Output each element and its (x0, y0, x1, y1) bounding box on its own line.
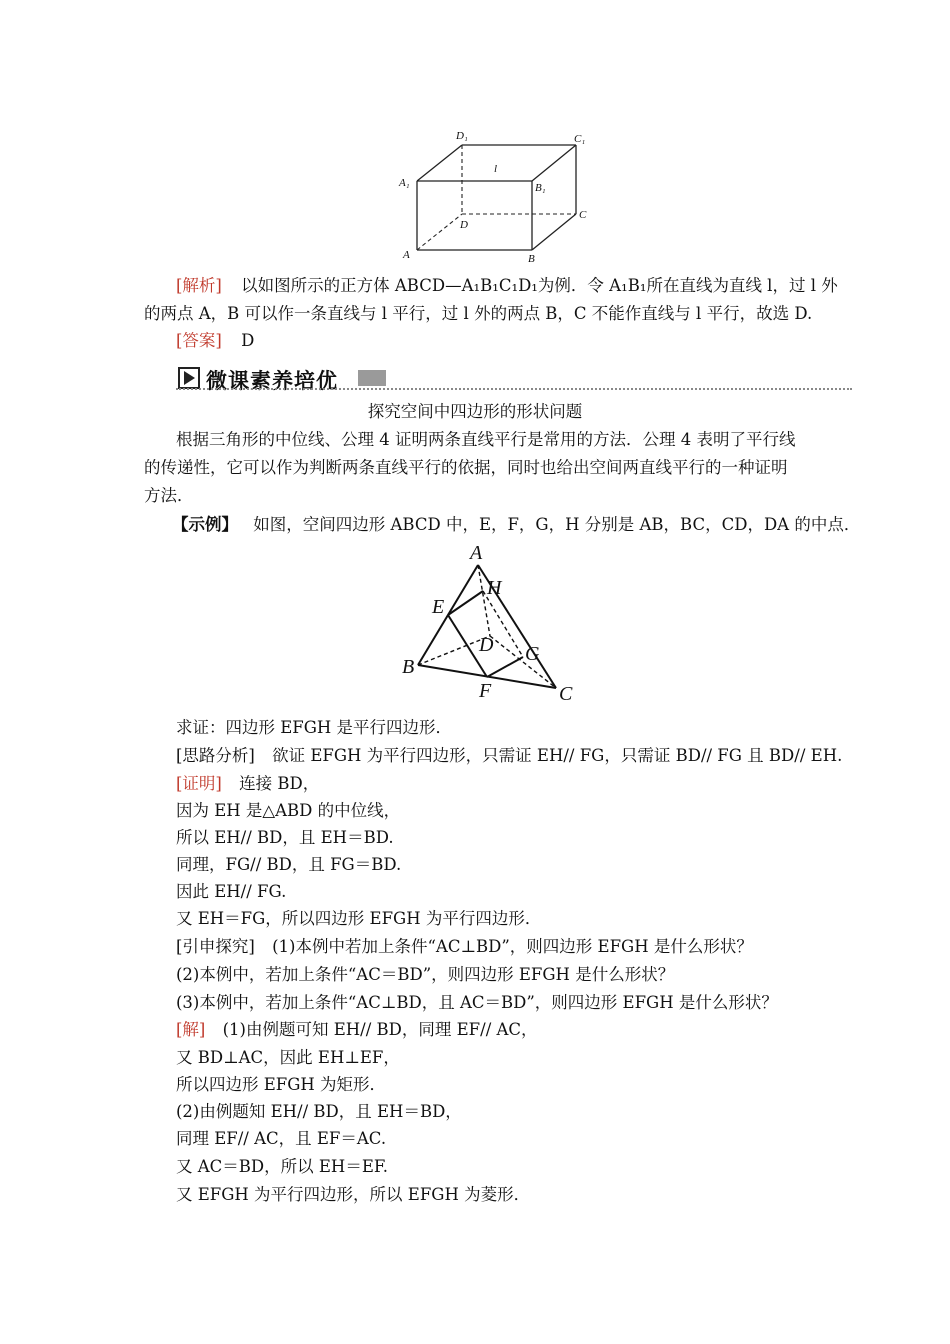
solution-line-2: 所以四边形 EFGH 为矩形． (176, 1075, 387, 1094)
prove-statement: 求证：四边形 EFGH 是平行四边形． (176, 718, 453, 737)
cube-label-l: l (494, 163, 498, 175)
solution-first: (1)由例题可知 EH// BD，同理 EF// AC， (222, 1020, 538, 1039)
proof-tag: [证明] (176, 774, 222, 793)
example-text: 如图，空间四边形 ABCD 中，E，F，G，H 分别是 AB，BC，CD，DA 的中点． (253, 515, 861, 534)
idea-line (176, 748, 842, 765)
solution-line-4: 同理 EF// AC，且 EF＝AC. (176, 1129, 387, 1148)
idea-tag: [思路分析] (176, 746, 255, 765)
solution-line-1: 又 BD⊥AC，因此 EH⊥EF， (176, 1048, 400, 1067)
tetra-label-c: C (559, 683, 573, 705)
idea-text: 欲证 EFGH 为平行四边形，只需证 EH// FG，只需证 BD// FG 且 BD// EH. (272, 746, 843, 765)
tetra-label-b: B (402, 656, 415, 678)
extension-tag: [引申探究] (176, 937, 255, 956)
extension-q2: (2)本例中，若加上条件“AC＝BD”，则四边形 EFGH 是什么形状？ (176, 965, 675, 984)
tetra-label-g: G (525, 643, 540, 665)
proof-line-5: 又 EH＝FG，所以四边形 EFGH 为平行四边形． (176, 909, 542, 928)
cube-label-a: A (403, 249, 410, 261)
proof-line-0 (176, 776, 319, 793)
tetra-label-e: E (432, 596, 445, 618)
intro-line-2: 的传递性，它可以作为判断两条直线平行的依据，同时也给出空间两直线平行的一种证明 (144, 458, 788, 477)
example-tag: 【示例】 (172, 515, 238, 534)
tetra-label-f: F (479, 680, 492, 702)
cube-label-c1: C₁ (574, 133, 586, 145)
answer-line (176, 333, 254, 350)
analysis-tag: [解析] (176, 276, 222, 295)
banner-decoration (358, 370, 386, 386)
proof-line-4: 因此 EH// FG. (176, 882, 287, 901)
analysis-text-1: 以如图所示的正方体 ABCD—A₁B₁C₁D₁为例．令 A₁B₁所在直线为直线 l，过 l 外 (241, 276, 838, 295)
example-line (172, 517, 860, 534)
banner-title: 微课素养培优 (206, 369, 338, 393)
extension-q3: (3)本例中，若加上条件“AC⊥BD，且 AC＝BD”，则四边形 EFGH 是什么形状？ (176, 993, 778, 1012)
extension-q1: (1)本例中若加上条件“AC⊥BD”，则四边形 EFGH 是什么形状？ (272, 937, 753, 956)
cube-label-c: C (579, 209, 587, 221)
cube-label-d1: D₁ (456, 130, 468, 142)
tetrahedron-figure (395, 540, 585, 705)
extension-line-1 (176, 939, 753, 956)
analysis-line-2: 的两点 A，B 可以作一条直线与 l 平行，过 l 外的两点 B，C 不能作直线与 l 平行，故选 D. (144, 304, 813, 323)
cube-label-d: D (460, 219, 468, 231)
proof-line-3: 同理，FG// BD，且 FG＝BD. (176, 855, 402, 874)
section-title: 探究空间中四边形的形状问题 (367, 402, 583, 421)
answer-tag: [答案] (176, 331, 222, 350)
analysis-line-1 (176, 278, 838, 295)
cube-label-b1: B₁ (535, 182, 546, 194)
section-banner (176, 360, 852, 396)
banner-divider (176, 388, 852, 390)
tetra-label-h: H (487, 577, 502, 599)
intro-line-1: 根据三角形的中位线、公理 4 证明两条直线平行是常用的方法．公理 4 表明了平行线 (176, 430, 796, 449)
tetra-label-d: D (479, 634, 494, 656)
solution-tag: [解] (176, 1020, 206, 1039)
cube-figure (395, 125, 595, 265)
solution-line-5: 又 AC＝BD，所以 EH＝EF. (176, 1157, 388, 1176)
solution-line-3: (2)由例题知 EH// BD，且 EH＝BD， (176, 1102, 462, 1121)
proof-line-1: 因为 EH 是△ABD 的中位线， (176, 801, 401, 820)
play-arrow-icon (178, 367, 200, 389)
proof-line-2: 所以 EH// BD，且 EH＝BD. (176, 828, 394, 847)
proof-first: 连接 BD， (239, 774, 320, 793)
answer-value: D (241, 331, 255, 350)
solution-line-0 (176, 1022, 538, 1039)
cube-label-a1: A₁ (399, 177, 410, 189)
solution-line-6: 又 EFGH 为平行四边形，所以 EFGH 为菱形． (176, 1185, 531, 1204)
intro-line-3: 方法． (144, 486, 194, 505)
tetra-label-a: A (470, 542, 483, 564)
cube-label-b: B (528, 253, 535, 265)
